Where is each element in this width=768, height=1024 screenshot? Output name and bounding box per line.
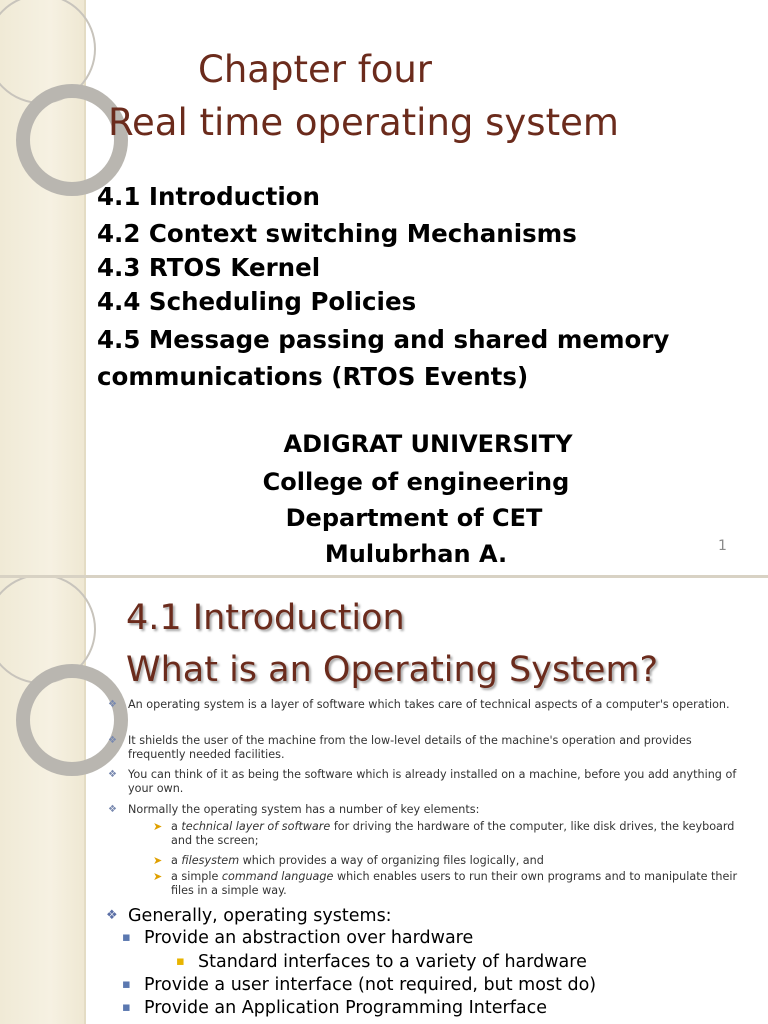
square-bullet-icon: ▪: [122, 930, 131, 945]
toc-item: 4.4 Scheduling Policies: [97, 287, 417, 316]
square-bullet-icon: ▪: [176, 954, 185, 969]
arrow-bullet-icon: ➤: [153, 820, 163, 833]
arrow-bullet-icon: ➤: [153, 870, 163, 883]
college-name: College of engineering: [262, 468, 570, 496]
diamond-bullet-icon: ❖: [108, 804, 117, 815]
square-bullet-icon: ▪: [122, 1000, 131, 1015]
department-name: Department of CET: [285, 504, 543, 532]
author-name: Mulubrhan A.: [324, 540, 508, 568]
square-bullet-icon: ▪: [122, 977, 131, 992]
diamond-bullet-icon: ❖: [106, 908, 118, 923]
toc-item: 4.2 Context switching Mechanisms: [97, 219, 577, 248]
diamond-bullet-icon: ❖: [108, 735, 117, 746]
section-title: 4.1 Introduction: [126, 598, 405, 638]
decorative-ring-icon: [16, 664, 128, 776]
toc-item-continued: communications (RTOS Events): [97, 362, 529, 391]
toc-item: 4.3 RTOS Kernel: [97, 253, 321, 282]
toc-item: 4.1 Introduction: [97, 182, 321, 211]
section-subtitle: What is an Operating System?: [126, 650, 659, 690]
chapter-subtitle: Real time operating system: [108, 101, 619, 144]
chapter-title: Chapter four: [198, 48, 433, 91]
slide-2: 4.1 Introduction What is an Operating System? ❖ An operating system is a layer of software which takes care of technical aspects of a computer's operation. ❖ It shields the user of the machine from the low-level details of the machine's operation and provides frequently needed facilities. ❖ You can think of it as being the software which is already installed on a machine, before you add anything of your own. ❖ Normally the operating system has a number of key elements: ➤ a technical layer of software for driving the hardware of the computer, like disk drives, the keyboard and the screen; ➤ a filesystem which provides a way of organizing files logically, and ➤ a simple command language which enables users to run their own programs and to manipulate their files in a simple way. ❖ Generally, operating systems: ▪ Provide an abstraction over hardware ▪ Standard interfaces to a variety of hardware ▪ Provide a user interface (not required, but most do) ▪ Provide an Application Programming Interface: [0, 578, 768, 1024]
diamond-bullet-icon: ❖: [108, 769, 117, 780]
arrow-bullet-icon: ➤: [153, 854, 163, 867]
diamond-bullet-icon: ❖: [108, 699, 117, 710]
toc-item: 4.5 Message passing and shared memory: [97, 325, 670, 354]
university-name: ADIGRAT UNIVERSITY: [283, 430, 573, 458]
page-number: 1: [718, 538, 727, 554]
